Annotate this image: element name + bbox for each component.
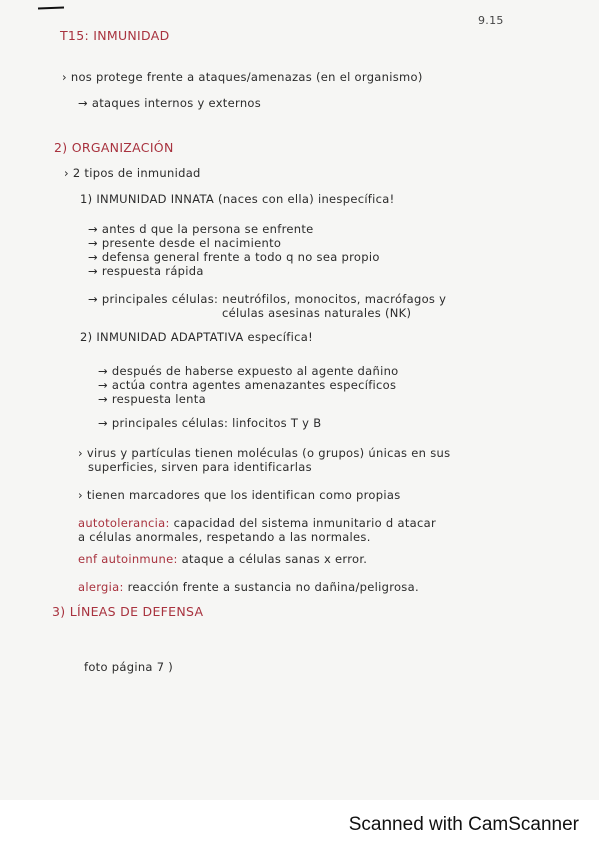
note-line: → ataques internos y externos <box>78 96 262 110</box>
definition-text: ataque a células sanas x error. <box>177 552 368 566</box>
note-line: 1) INMUNIDAD INNATA (naces con ella) inespecífica! <box>80 192 395 206</box>
definition-text: capacidad del sistema inmunitario d atacar <box>169 516 436 530</box>
note-line: → antes d que la persona se enfrente <box>88 222 314 236</box>
note-line: › virus y partículas tienen moléculas (o grupos) únicas en sus <box>78 446 451 460</box>
note-line: → respuesta rápida <box>88 264 204 278</box>
definition-line <box>78 552 367 566</box>
note-line: → actúa contra agentes amenazantes específicos <box>98 378 397 392</box>
note-line: a células anormales, respetando a las normales. <box>78 530 371 544</box>
page-date: 9.15 <box>478 14 504 27</box>
definition-line <box>78 516 436 530</box>
note-line: → respuesta lenta <box>98 392 206 406</box>
note-line: → defensa general frente a todo q no sea propio <box>88 250 380 264</box>
term-label: alergia: <box>78 580 124 594</box>
definition-text: reacción frente a sustancia no dañina/peligrosa. <box>123 580 419 594</box>
note-line: 2) INMUNIDAD ADAPTATIVA específica! <box>80 330 313 344</box>
term-label: enf autoinmune: <box>78 552 178 566</box>
section-heading: 2) ORGANIZACIÓN <box>54 140 174 155</box>
note-line: células asesinas naturales (NK) <box>222 306 412 320</box>
note-line: → principales células: linfocitos T y B <box>98 416 322 430</box>
note-line: › nos protege frente a ataques/amenazas (en el organismo) <box>62 70 423 84</box>
note-line: › 2 tipos de inmunidad <box>64 166 201 180</box>
note-line: superficies, sirven para identificarlas <box>88 460 312 474</box>
note-line: foto página 7 ) <box>84 660 174 674</box>
note-line: → principales células: neutrófilos, monocitos, macrófagos y <box>88 292 447 306</box>
pen-mark <box>38 7 64 10</box>
definition-line <box>78 580 419 594</box>
note-line: › tienen marcadores que los identifican como propias <box>78 488 401 502</box>
note-line: → después de haberse expuesto al agente dañino <box>98 364 399 378</box>
note-line: → presente desde el nacimiento <box>88 236 282 250</box>
section-heading: 3) LÍNEAS DE DEFENSA <box>52 604 204 619</box>
term-label: autotolerancia: <box>78 516 170 530</box>
page-title: T15: INMUNIDAD <box>60 28 170 43</box>
scanner-watermark: Scanned with CamScanner <box>348 814 579 835</box>
